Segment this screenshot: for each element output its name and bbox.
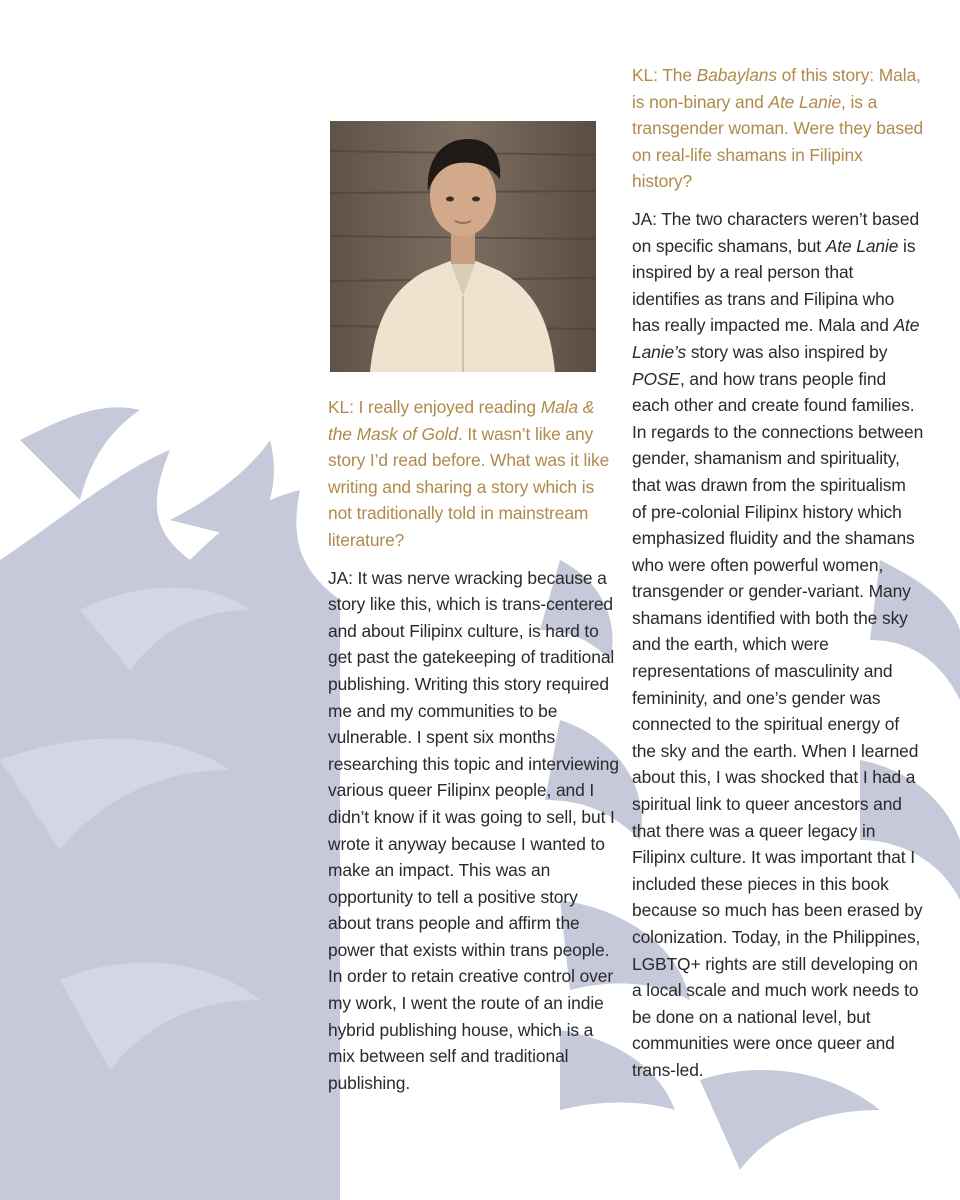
answer-text: JA: The two characters weren’t based on specific shamans, but — [632, 208, 920, 256]
right-column — [632, 62, 924, 1095]
question-text: KL: I really enjoyed reading — [328, 397, 541, 417]
question-text: KL: The — [632, 65, 697, 85]
emphasis-pose: POSE — [632, 368, 680, 389]
answer-text: , and how trans people find each other and create found families. In regards to the connections between gender, shamanism and spirituality, that was drawn from the spiritualism of pre-colonial Filipinx history which emphasized fluidity and the shamans who were often powerful women, transgender or gender-variant. Many shamans identified with both the sky and the earth, which were representations of masculinity and femininity, and one’s gender was connected to the spiritual energy of the sky and the earth. When I learned about this, I was shocked that I had a spiritual link to queer ancestors and that there was a queer legacy in Filipinx culture. It was important that I included these pieces in this book because so much has been erased by colonization. Today, in the Philippines, LGBTQ+ rights are still developing on a local scale and much work needs to be done on a national level, but communities were once queer and trans-led. — [632, 368, 924, 1080]
emphasis-babaylans: Babaylans — [696, 65, 777, 85]
emphasis-ate-lanies: Ate Lanie’s — [632, 315, 920, 362]
question-text: of this story: Mala, is non-binary and — [632, 65, 921, 112]
left-column — [328, 394, 620, 1107]
emphasis-ate-lanie: Ate Lanie — [825, 235, 899, 256]
answer-text: story was also inspired by — [686, 341, 888, 362]
question-text: . It wasn’t like any story I’d read before. What was it like writing and sharing a story which is not traditionally told in mainstream literature? — [328, 423, 610, 550]
book-title: Mala & the Mask of Gold — [328, 397, 595, 444]
question-mala-mask-of-gold — [328, 394, 620, 554]
question-babaylans — [632, 62, 924, 195]
answer-text: is inspired by a real person that identifies as trans and Filipina who has really impacted me. Mala and — [632, 235, 916, 336]
question-text: , is a transgender woman. Were they based on real-life shamans in Filipinx history? — [632, 91, 924, 192]
emphasis-ate-lanie: Ate Lanie — [768, 91, 842, 112]
author-photo — [330, 121, 596, 372]
answer-publishing: JA: It was nerve wracking because a story like this, which is trans-centered and about Filipinx culture, is hard to get past the gatekeeping of traditional publishing. Writing this story required me and my communities to be vulnerable. I spent six months researching this topic and interviewing various queer Filipinx people, and I didn’t know if it was going to sell, but I wrote it anyway because I wanted to make an impact. This was an opportunity to tell a positive story about trans people and affirm the power that exists within trans people. In order to retain creative control over my work, I went the route of an indie hybrid publishing house, which is a mix between self and traditional publishing. — [328, 567, 619, 1093]
answer-shamans — [632, 206, 924, 1084]
portrait-image — [330, 121, 596, 372]
